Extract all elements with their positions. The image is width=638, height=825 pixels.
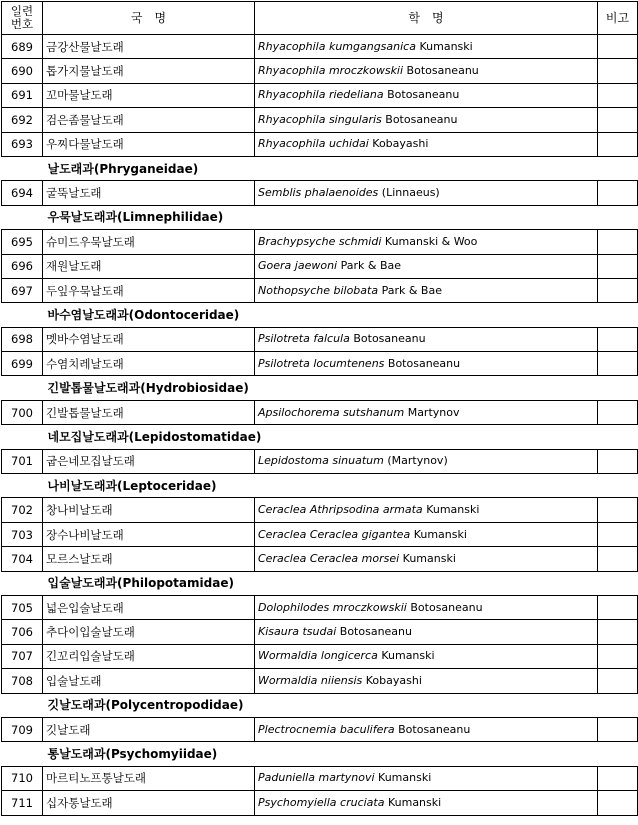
scientific-name-cell xyxy=(255,327,598,351)
note-cell xyxy=(598,791,638,815)
species-authority: Park & Bae xyxy=(381,283,442,297)
serial-header-line2: 번호 xyxy=(10,17,34,31)
species-authority: Botosaneanu xyxy=(387,88,460,102)
serial-number: 691 xyxy=(2,83,43,107)
korean-name: 금강산물날도래 xyxy=(43,35,255,59)
family-heading-row xyxy=(2,425,638,449)
family-name: 긴발톱물날도래과(Hydrobiosidae) xyxy=(2,376,638,400)
note-cell xyxy=(598,181,638,205)
table-row xyxy=(2,108,638,132)
scientific-binomial: Brachypsyche schmidi xyxy=(258,234,382,248)
serial-number: 708 xyxy=(2,669,43,693)
note-cell xyxy=(598,254,638,278)
table-row xyxy=(2,717,638,741)
scientific-binomial: Semblis phalaenoides xyxy=(258,186,379,200)
family-name: 나비날도래과(Leptoceridae) xyxy=(2,474,638,498)
species-table xyxy=(1,1,638,816)
table-row xyxy=(2,230,638,254)
table-row xyxy=(2,620,638,644)
serial-number: 692 xyxy=(2,108,43,132)
scientific-name-cell xyxy=(255,595,598,619)
table-row xyxy=(2,278,638,302)
korean-name: 모르스날도래 xyxy=(43,547,255,571)
korean-name: 검은좀물날도래 xyxy=(43,108,255,132)
serial-number: 690 xyxy=(2,59,43,83)
scientific-binomial: Rhyacophila mroczkowskii xyxy=(258,64,404,78)
korean-name: 긴발톱물날도래 xyxy=(43,400,255,424)
family-heading-row xyxy=(2,205,638,229)
table-row xyxy=(2,327,638,351)
note-cell xyxy=(598,108,638,132)
korean-name: 입술날도래 xyxy=(43,669,255,693)
korean-name: 굴뚝날도래 xyxy=(43,181,255,205)
scientific-binomial: Rhyacophila riedeliana xyxy=(258,88,384,102)
table-row xyxy=(2,132,638,156)
korean-name: 넓은입술날도래 xyxy=(43,595,255,619)
serial-number: 711 xyxy=(2,791,43,815)
serial-header-line1: 일련 xyxy=(10,4,34,18)
species-authority: Park & Bae xyxy=(340,259,402,273)
scientific-name-cell xyxy=(255,230,598,254)
serial-number: 695 xyxy=(2,230,43,254)
scientific-name-cell xyxy=(255,400,598,424)
serial-number: 701 xyxy=(2,449,43,473)
note-cell xyxy=(598,644,638,668)
scientific-binomial: Psychomyiella cruciata xyxy=(258,795,385,809)
scientific-binomial: Kisaura tsudai xyxy=(258,625,337,639)
korean-name: 깃날도래 xyxy=(43,717,255,741)
table-header-row xyxy=(2,2,638,35)
species-authority: Botosaneanu xyxy=(406,64,479,78)
species-authority: Kobayashi xyxy=(365,673,422,687)
scientific-binomial: Rhyacophila uchidai xyxy=(258,137,369,151)
scientific-binomial: Wormaldia longicerca xyxy=(258,649,378,663)
scientific-binomial: Lepidostoma sinuatum xyxy=(258,454,384,468)
korean-name: 톱가지물날도래 xyxy=(43,59,255,83)
serial-number: 703 xyxy=(2,522,43,546)
scientific-name-cell xyxy=(255,498,598,522)
note-cell xyxy=(598,352,638,376)
note-cell xyxy=(598,595,638,619)
scientific-name-cell xyxy=(255,620,598,644)
scientific-name-cell xyxy=(255,791,598,815)
korean-name: 슈미드우묵날도래 xyxy=(43,230,255,254)
serial-number: 700 xyxy=(2,400,43,424)
table-row xyxy=(2,449,638,473)
family-name: 바수염날도래과(Odontoceridae) xyxy=(2,303,638,327)
species-authority: Botosaneanu xyxy=(410,600,483,614)
table-row xyxy=(2,644,638,668)
serial-number: 704 xyxy=(2,547,43,571)
serial-number: 693 xyxy=(2,132,43,156)
species-authority: Martynov xyxy=(407,405,460,419)
note-cell xyxy=(598,449,638,473)
table-row xyxy=(2,522,638,546)
serial-number: 706 xyxy=(2,620,43,644)
scientific-binomial: Goera jaewoni xyxy=(258,259,338,273)
family-name: 우묵날도래과(Limnephilidae) xyxy=(2,205,638,229)
note-cell xyxy=(598,498,638,522)
family-name: 통날도래과(Psychomyiidae) xyxy=(2,742,638,766)
note-cell xyxy=(598,230,638,254)
table-row xyxy=(2,400,638,424)
korean-name: 장수나비날도래 xyxy=(43,522,255,546)
serial-number: 705 xyxy=(2,595,43,619)
note-cell xyxy=(598,766,638,790)
scientific-binomial: Rhyacophila singularis xyxy=(258,112,382,126)
species-authority: (Linnaeus) xyxy=(381,186,440,200)
table-row xyxy=(2,766,638,790)
species-authority: Botosaneanu xyxy=(339,625,412,639)
species-authority: Kumanski xyxy=(402,551,456,565)
korean-name: 재원날도래 xyxy=(43,254,255,278)
scientific-binomial: Apsilochorema sutshanum xyxy=(258,405,405,419)
table-row xyxy=(2,59,638,83)
scientific-name-header xyxy=(255,2,598,35)
family-heading-row xyxy=(2,303,638,327)
note-cell xyxy=(598,669,638,693)
serial-number: 710 xyxy=(2,766,43,790)
scientific-name-cell xyxy=(255,108,598,132)
family-name: 날도래과(Phryganeidae) xyxy=(2,156,638,180)
scientific-binomial: Nothopsyche bilobata xyxy=(258,283,379,297)
note-cell xyxy=(598,327,638,351)
korean-name: 마르티노프통날도래 xyxy=(43,766,255,790)
scientific-name-cell xyxy=(255,352,598,376)
scientific-binomial: Wormaldia niiensis xyxy=(258,673,363,687)
table-body xyxy=(2,35,638,816)
note-header: 비고 xyxy=(598,2,638,35)
species-authority: Botosaneanu xyxy=(398,722,471,736)
scientific-name-cell xyxy=(255,717,598,741)
family-heading-row xyxy=(2,571,638,595)
scientific-name-cell xyxy=(255,278,598,302)
serial-number: 707 xyxy=(2,644,43,668)
scientific-name-cell xyxy=(255,644,598,668)
scientific-name-cell xyxy=(255,254,598,278)
korean-name: 꼬마물날도래 xyxy=(43,83,255,107)
scientific-name-cell xyxy=(255,59,598,83)
korean-name: 굽은네모집날도래 xyxy=(43,449,255,473)
note-cell xyxy=(598,400,638,424)
species-authority: Kumanski xyxy=(413,527,467,541)
table-row xyxy=(2,83,638,107)
note-cell xyxy=(598,83,638,107)
korean-name: 십자통날도래 xyxy=(43,791,255,815)
scientific-name-cell xyxy=(255,669,598,693)
korean-name: 긴꼬리입술날도래 xyxy=(43,644,255,668)
serial-number: 694 xyxy=(2,181,43,205)
korean-name: 추다이입술날도래 xyxy=(43,620,255,644)
korean-name-header xyxy=(43,2,255,35)
note-cell xyxy=(598,522,638,546)
table-row xyxy=(2,352,638,376)
species-authority: Kumanski xyxy=(378,771,432,785)
korean-name: 멧바수염날도래 xyxy=(43,327,255,351)
family-name: 깃날도래과(Polycentropodidae) xyxy=(2,693,638,717)
serial-number-header xyxy=(2,2,43,35)
species-authority: Kumanski xyxy=(381,649,435,663)
scientific-binomial: Psilotreta locumtenens xyxy=(258,356,385,370)
korean-name: 우찌다물날도래 xyxy=(43,132,255,156)
scientific-binomial: Ceraclea Ceraclea morsei xyxy=(258,551,400,565)
note-cell xyxy=(598,132,638,156)
note-cell xyxy=(598,717,638,741)
scientific-binomial: Rhyacophila kumgangsanica xyxy=(258,39,416,53)
scientific-name-cell xyxy=(255,132,598,156)
table-row xyxy=(2,498,638,522)
scientific-binomial: Psilotreta falcula xyxy=(258,332,350,346)
scientific-name-header-text: 학 명 xyxy=(408,11,444,25)
korean-name: 수염치레날도래 xyxy=(43,352,255,376)
scientific-binomial: Ceraclea Athripsodina armata xyxy=(258,503,423,517)
species-authority: Botosaneanu xyxy=(385,112,458,126)
family-heading-row xyxy=(2,742,638,766)
scientific-name-cell xyxy=(255,35,598,59)
note-cell xyxy=(598,278,638,302)
serial-number: 702 xyxy=(2,498,43,522)
note-cell xyxy=(598,620,638,644)
scientific-name-cell xyxy=(255,83,598,107)
table-row xyxy=(2,791,638,815)
serial-number: 699 xyxy=(2,352,43,376)
species-authority: Kumanski xyxy=(426,503,480,517)
note-cell xyxy=(598,35,638,59)
table-row xyxy=(2,669,638,693)
family-heading-row xyxy=(2,376,638,400)
scientific-name-cell xyxy=(255,181,598,205)
serial-number: 689 xyxy=(2,35,43,59)
note-cell xyxy=(598,547,638,571)
scientific-name-cell xyxy=(255,766,598,790)
table-row xyxy=(2,35,638,59)
korean-name: 두잎우묵날도래 xyxy=(43,278,255,302)
species-authority: Kumanski xyxy=(419,39,473,53)
table-row xyxy=(2,547,638,571)
korean-name: 창나비날도래 xyxy=(43,498,255,522)
korean-name-header-text: 국 명 xyxy=(130,11,167,25)
species-authority: Kumanski & Woo xyxy=(384,234,478,248)
family-name: 네모집날도래과(Lepidostomatidae) xyxy=(2,425,638,449)
serial-number: 709 xyxy=(2,717,43,741)
family-heading-row xyxy=(2,474,638,498)
serial-number: 698 xyxy=(2,327,43,351)
table-row xyxy=(2,254,638,278)
scientific-binomial: Dolophilodes mroczkowskii xyxy=(258,600,407,614)
serial-number: 696 xyxy=(2,254,43,278)
scientific-binomial: Plectrocnemia baculifera xyxy=(258,722,395,736)
serial-number: 697 xyxy=(2,278,43,302)
scientific-name-cell xyxy=(255,449,598,473)
table-row xyxy=(2,595,638,619)
family-name: 입술날도래과(Philopotamidae) xyxy=(2,571,638,595)
species-authority: (Martynov) xyxy=(387,454,448,468)
species-authority: Botosaneanu xyxy=(353,332,426,346)
table-row xyxy=(2,181,638,205)
family-heading-row xyxy=(2,693,638,717)
scientific-binomial: Paduniella martynovi xyxy=(258,771,375,785)
scientific-name-cell xyxy=(255,547,598,571)
species-authority: Kobayashi xyxy=(372,137,429,151)
scientific-name-cell xyxy=(255,522,598,546)
note-cell xyxy=(598,59,638,83)
family-heading-row xyxy=(2,156,638,180)
scientific-binomial: Ceraclea Ceraclea gigantea xyxy=(258,527,411,541)
species-authority: Botosaneanu xyxy=(387,356,461,370)
species-authority: Kumanski xyxy=(387,795,442,809)
